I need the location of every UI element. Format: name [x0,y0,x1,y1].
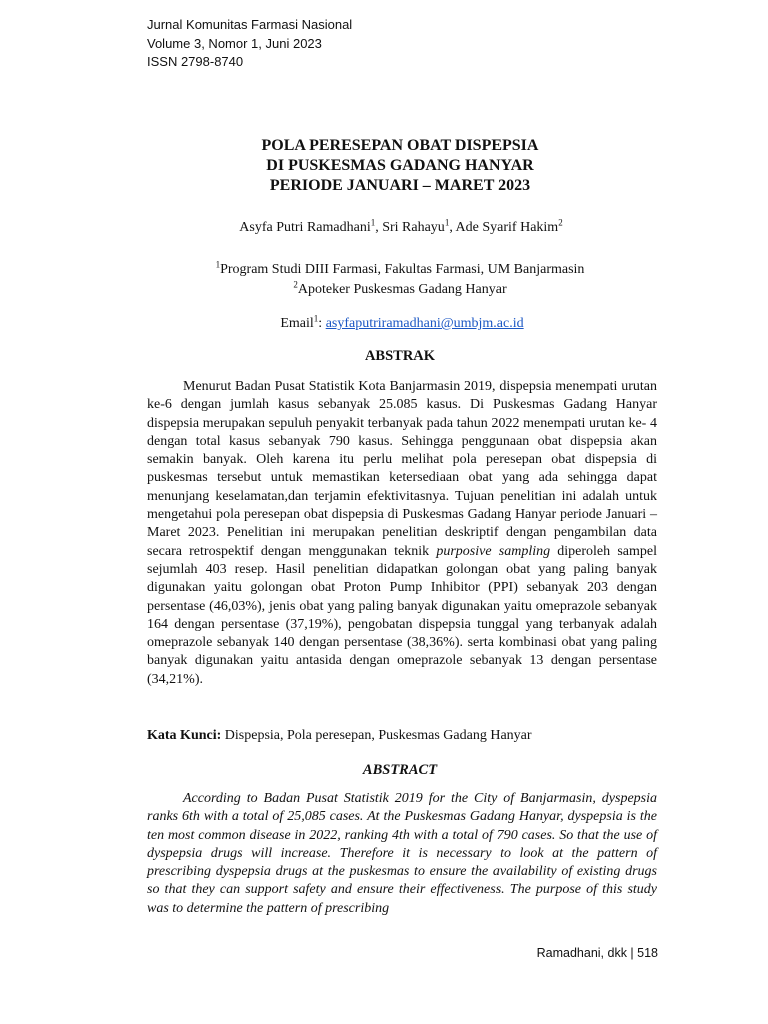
keywords [147,728,667,744]
author-separator: , [449,220,456,235]
affiliation-text: Apoteker Puskesmas Gadang Hanyar [297,282,507,297]
email-line [0,313,768,332]
page-footer: Ramadhani, dkk | 518 [536,946,658,960]
title-line-1: POLA PERESEPAN OBAT DISPEPSIA [261,137,539,154]
affiliation-1 [0,259,768,278]
author-affiliation-marker: 2 [558,217,563,228]
author-affiliation-marker: 1 [370,217,376,228]
author-separator: , [375,220,383,235]
affiliation-text: Program Studi DIII Farmasi, Fakultas Farmasi, UM Banjarmasin [220,262,585,277]
affiliation-marker: 1 [215,259,221,270]
journal-name: Jurnal Komunitas Farmasi Nasional [147,17,353,32]
keywords-label: Kata Kunci: [147,728,222,743]
title-line-2: DI PUSKESMAS GADANG HANYAR [266,157,534,174]
title-line-3: PERIODE JANUARI – MARET 2023 [269,177,531,194]
author-name: Ade Syarif Hakim [455,220,559,235]
abstrak-heading: ABSTRAK [364,348,436,364]
abstrak-body [147,378,657,689]
author-list [0,217,768,236]
affiliation-2 [0,279,768,298]
abstract-en-body: According to Badan Pusat Statistik 2019 for the City of Banjarmasin, dyspepsia ranks 6th with a total of 25,085 cases. At the Puskesmas Gadang Hanyar, dyspepsia is the ten most common disease in 2022, ranking 4th with a total of 790 cases. So that the use of dyspepsia drugs will increase. Therefore it is necessary to look at the pattern of prescribing dyspepsia drugs at the puskesmas to ensure the availability of existing drugs so that they can support safety and ensure their effectiveness. The purpose of this study was to determine the pattern of prescribing [147,791,657,916]
article-title [0,136,768,196]
abstrak-text-part-2: diperoleh sampel sejumlah 403 resep. Hasil penelitian didapatkan golongan obat yang paling banyak digunakan yaitu golongan obat Proton Pump Inhibitor (PPI) sebanyak 203 dengan persentase (46,03%), jenis obat yang paling banyak digunakan yaitu omeprazole sebanyak 164 dengan persentase (37,19%), pengobatan dispepsia tunggal yang terbanyak adalah omeprazole sebanyak 140 dengan persentase (38,36%). serta kombinasi obat yang paling banyak digunakan yaitu antasida dengan omeprazole sebanyak 13 dengan persentase (34,21%). [147,543,657,687]
author-affiliation-marker: 1 [444,217,450,228]
email-link[interactable]: asyfaputriramadhani@umbjm.ac.id [325,316,524,331]
author-name: Sri Rahayu [382,220,445,235]
author-name: Asyfa Putri Ramadhani [239,220,371,235]
abstract-en-heading: ABSTRACT [362,762,438,778]
abstrak-italic-term: purposive sampling [436,543,551,559]
affiliation-marker: 2 [293,279,298,290]
email-colon: : [318,316,326,331]
email-label: Email [280,316,314,331]
abstrak-text-part-1: Menurut Badan Pusat Statistik Kota Banjarmasin 2019, dispepsia menempati urutan ke-6 dengan jumlah kasus sebanyak 25.085 kasus. Di Puskesmas Gadang Hanyar dispepsia merupakan sepuluh penyakit terbanyak pada tahun 2022 menempati urutan ke- 4 dengan total kasus sebanyak 790 kasus. Sehingga penggunaan obat dispepsia akan semakin banyak. Oleh karena itu perlu melihat pola peresepan obat dispepsia di puskesmas tersebut untuk memastikan ketersediaan obat yang ada sehingga dapat menunjang keselamatan,dan terjamin efektivitasnya. Tujuan penelitian ini adalah untuk mengetahui pola peresepan obat dispepsia di Puskesmas Gadang Hanyar periode Januari – Maret 2023. Penelitian ini merupakan penelitian deskriptif dengan pengambilan data secara retrospektif dengan menggunakan teknik [147,379,657,559]
journal-issn: ISSN 2798-8740 [147,54,244,69]
journal-header [147,16,352,72]
keywords-text: Dispepsia, Pola peresepan, Puskesmas Gadang Hanyar [221,728,532,743]
email-marker: 1 [313,313,319,324]
journal-volume: Volume 3, Nomor 1, Juni 2023 [147,35,322,51]
